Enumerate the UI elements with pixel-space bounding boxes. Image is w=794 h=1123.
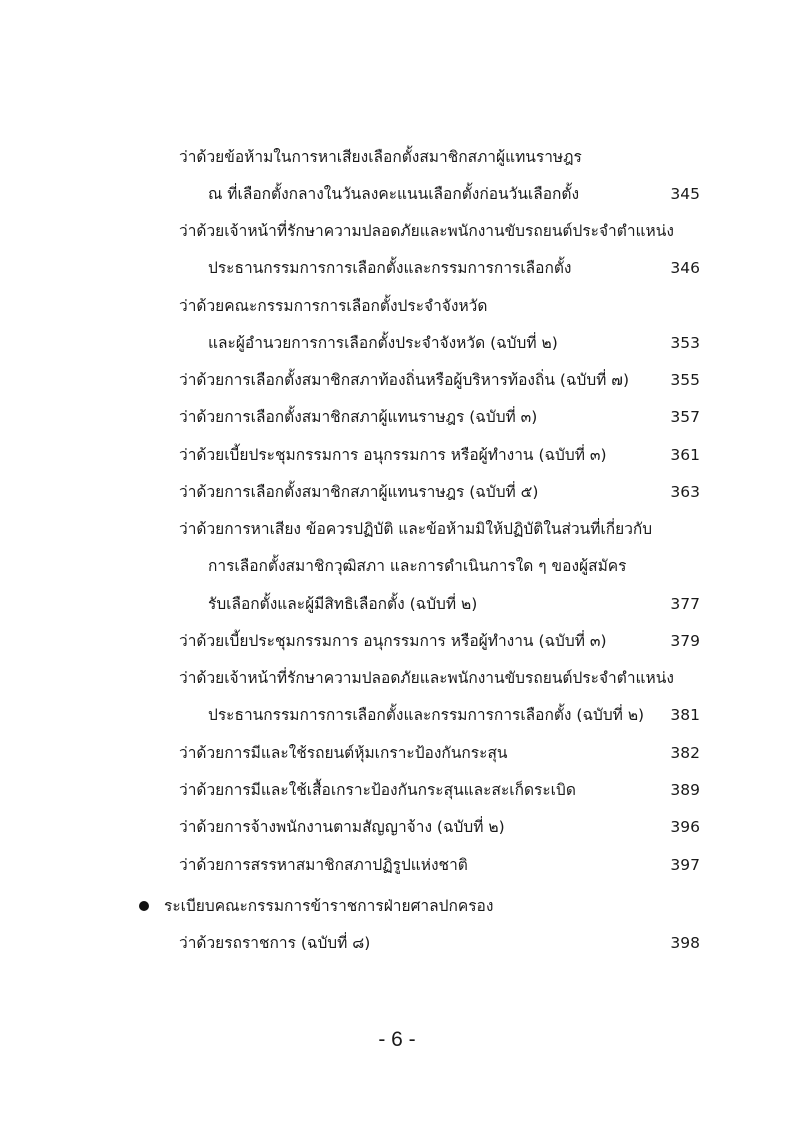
toc-entry-line bbox=[179, 660, 700, 697]
toc-entry-title-continued: ณ ที่เลือกตั้งกลางในวันลงคะแนนเลือกตั้งก่อนวันเลือกตั้ง bbox=[208, 185, 580, 203]
toc-page-number: 379 bbox=[670, 632, 700, 650]
toc-page-number: 377 bbox=[670, 595, 700, 613]
toc-entry-line bbox=[208, 586, 700, 623]
toc-entry-line bbox=[179, 139, 700, 176]
toc-entry-line bbox=[208, 697, 700, 734]
toc-entry-line bbox=[208, 176, 700, 213]
toc-entry-title-continued: ประธานกรรมการการเลือกตั้งและกรรมการการเลือกตั้ง (ฉบับที่ ๒) bbox=[208, 706, 645, 724]
toc-entry-title-continued: รับเลือกตั้งและผู้มีสิทธิเลือกตั้ง (ฉบับที่ ๒) bbox=[208, 595, 478, 613]
toc-entry-line bbox=[208, 325, 700, 362]
toc-entry-title: ว่าด้วยเบี้ยประชุมกรรมการ อนุกรรมการ หรือผู้ทำงาน (ฉบับที่ ๓) bbox=[179, 632, 607, 650]
toc-entry-line bbox=[179, 925, 700, 962]
toc-entry-line bbox=[179, 772, 700, 809]
toc-page-number: 346 bbox=[670, 259, 700, 277]
toc-entry-title: ว่าด้วยการสรรหาสมาชิกสภาปฏิรูปแห่งชาติ bbox=[179, 856, 468, 874]
toc-page-number: 353 bbox=[670, 334, 700, 352]
toc-entry-title: ว่าด้วยการเลือกตั้งสมาชิกสภาผู้แทนราษฎร (ฉบับที่ ๕) bbox=[179, 483, 539, 501]
toc-page-number: 363 bbox=[670, 483, 700, 501]
toc-entry-line bbox=[179, 735, 700, 772]
toc-entry-line bbox=[179, 511, 700, 548]
toc-entry-title: ว่าด้วยข้อห้ามในการหาเสียงเลือกตั้งสมาชิกสภาผู้แทนราษฎร bbox=[179, 148, 582, 166]
toc-entry-title: ว่าด้วยการมีและใช้รถยนต์หุ้มเกราะป้องกันกระสุน bbox=[179, 744, 508, 762]
footer-page-number: - 6 - bbox=[378, 1028, 416, 1051]
toc-page-number: 357 bbox=[670, 408, 700, 426]
toc-page-number: 382 bbox=[670, 744, 700, 762]
toc-entry-line bbox=[179, 362, 700, 399]
toc-entry-line bbox=[179, 474, 700, 511]
toc-entry-title-continued: และผู้อำนวยการการเลือกตั้งประจำจังหวัด (ฉบับที่ ๒) bbox=[208, 334, 558, 352]
toc-entry-title: ว่าด้วยเจ้าหน้าที่รักษาความปลอดภัยและพนักงานขับรถยนต์ประจำตำแหน่ง bbox=[179, 669, 674, 687]
toc-entry-title: ว่าด้วยเบี้ยประชุมกรรมการ อนุกรรมการ หรือผู้ทำงาน (ฉบับที่ ๓) bbox=[179, 446, 607, 464]
toc-page-number: 397 bbox=[670, 856, 700, 874]
toc-entry-title: ว่าด้วยการมีและใช้เสื้อเกราะป้องกันกระสุนและสะเก็ดระเบิด bbox=[179, 781, 576, 799]
toc-page-number: 381 bbox=[670, 706, 700, 724]
toc-entry-title: ว่าด้วยการหาเสียง ข้อควรปฏิบัติ และข้อห้ามมิให้ปฏิบัติในส่วนที่เกี่ยวกับ bbox=[179, 520, 653, 538]
toc-page-number: 345 bbox=[670, 185, 700, 203]
toc-page-number: 355 bbox=[670, 371, 700, 389]
toc-entry-line bbox=[179, 213, 700, 250]
toc-section-heading bbox=[137, 888, 700, 925]
toc-entry-title: ว่าด้วยคณะกรรมการการเลือกตั้งประจำจังหวัด bbox=[179, 297, 488, 315]
section-heading-text: ระเบียบคณะกรรมการข้าราชการฝ่ายศาลปกครอง bbox=[164, 897, 494, 915]
toc-entry-line bbox=[179, 288, 700, 325]
toc-entry-title: ว่าด้วยเจ้าหน้าที่รักษาความปลอดภัยและพนักงานขับรถยนต์ประจำตำแหน่ง bbox=[179, 222, 674, 240]
toc-entry-line bbox=[179, 399, 700, 436]
toc-entry-title: ว่าด้วยรถราชการ (ฉบับที่ ๘) bbox=[179, 934, 371, 952]
toc-entry-line bbox=[179, 809, 700, 846]
toc-entry-line bbox=[179, 847, 700, 884]
toc-entry-line bbox=[208, 548, 700, 585]
toc-entry-line bbox=[208, 250, 700, 287]
toc-page-number: 396 bbox=[670, 818, 700, 836]
toc-entry-title-continued: การเลือกตั้งสมาชิกวุฒิสภา และการดำเนินการใด ๆ ของผู้สมัคร bbox=[208, 557, 627, 575]
toc-entry-title: ว่าด้วยการจ้างพนักงานตามสัญญาจ้าง (ฉบับที่ ๒) bbox=[179, 818, 505, 836]
toc-page-number: 398 bbox=[670, 934, 700, 952]
bullet-icon bbox=[139, 901, 149, 911]
toc-page-number: 389 bbox=[670, 781, 700, 799]
toc-entry-title-continued: ประธานกรรมการการเลือกตั้งและกรรมการการเลือกตั้ง bbox=[208, 259, 572, 277]
toc-entry-title: ว่าด้วยการเลือกตั้งสมาชิกสภาผู้แทนราษฎร (ฉบับที่ ๓) bbox=[179, 408, 538, 426]
toc-entry-line bbox=[179, 623, 700, 660]
toc-page-number: 361 bbox=[670, 446, 700, 464]
toc-entry-title: ว่าด้วยการเลือกตั้งสมาชิกสภาท้องถิ่นหรือผู้บริหารท้องถิ่น (ฉบับที่ ๗) bbox=[179, 371, 630, 389]
toc-entry-line bbox=[179, 437, 700, 474]
